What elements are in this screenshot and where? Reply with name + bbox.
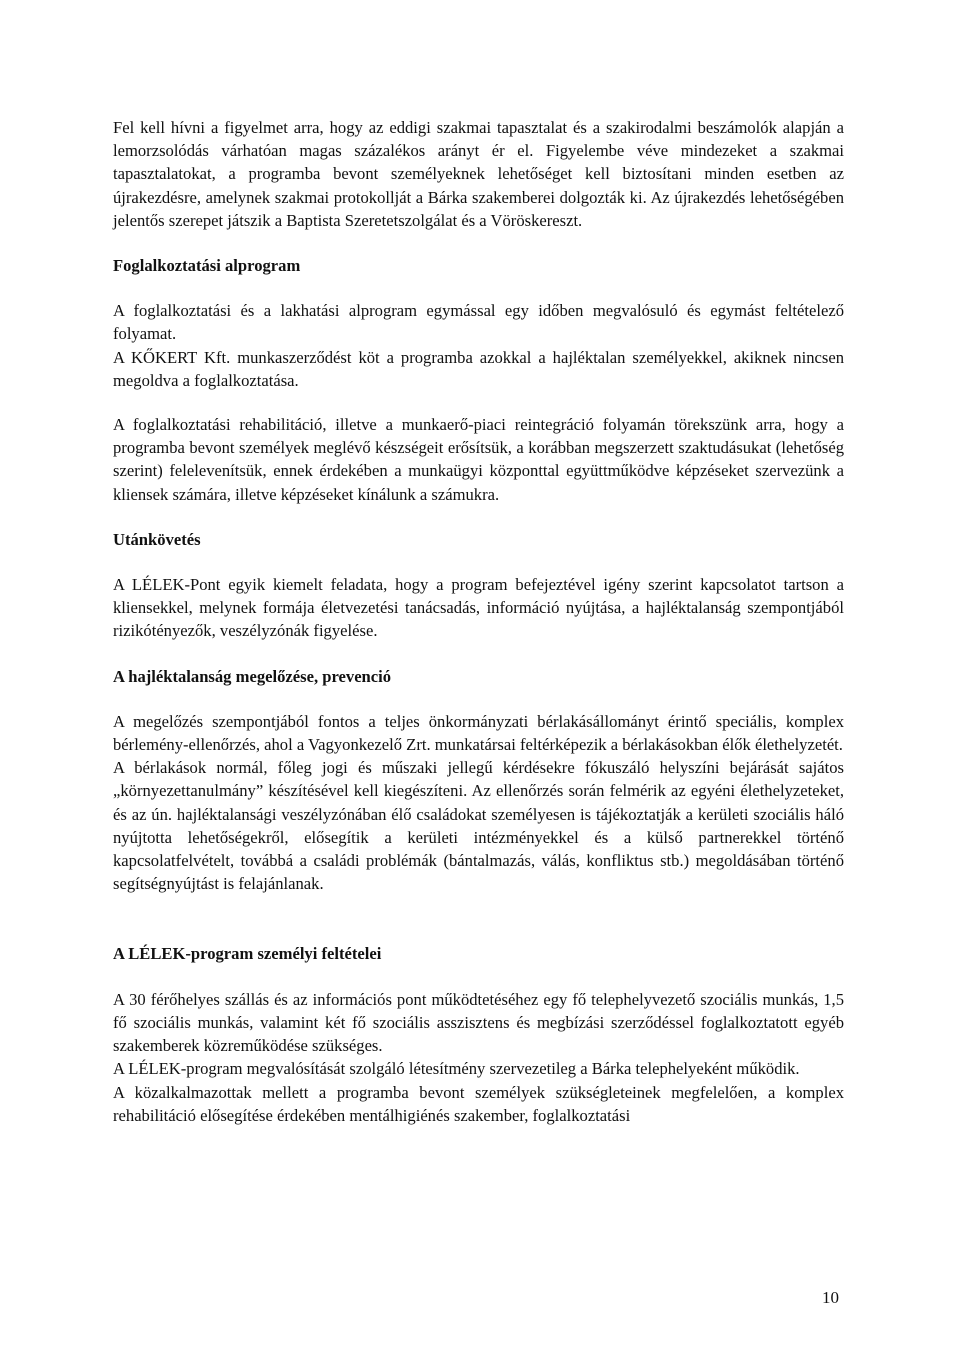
employment-paragraph-2: A KŐKERT Kft. munkaszerződést köt a programba azokkal a hajléktalan személyekkel, akiknek nincsen megoldva a foglalkoztatása. <box>113 347 844 390</box>
personnel-paragraph-2: A LÉLEK-program megvalósítását szolgáló létesítmény szervezetileg a Bárka telephelyeként működik. <box>113 1059 800 1079</box>
intro-paragraph: Fel kell hívni a figyelmet arra, hogy az eddigi szakmai tapasztalat és a szakirodalmi beszámolók alapján a lemorzsolódás várhatóan magas százalékos arányt ér el. Figyelembe véve mindezeket a szakmai tapasztalatokat, a programba bevont személyeknek lehetőséget kell biztosítani minden esetben az újrakezdésre, amelynek szakmai protokollját a Bárka szakemberei dolgozták ki. Az újrakezdés lehetőségében jelentős szerepet játszik a Baptista Szeretetszolgálat és a Vöröskereszt. <box>113 118 844 230</box>
section-heading-personnel: A LÉLEK-program személyi feltételei <box>113 944 382 964</box>
section-heading-employment: Foglalkoztatási alprogram <box>113 256 301 276</box>
personnel-paragraph-1: A 30 férőhelyes szállás és az információs pont működtetéséhez egy fő telephelyvezető szociális munkás, 1,5 fő szociális munkás, valamint két fő szociális asszisztens és megbízási szerződéssel foglalkoztatott egyéb szakemberek közreműködése szükséges. <box>113 989 844 1056</box>
section-heading-prevention: A hajléktalanság megelőzése, prevenció <box>113 666 392 686</box>
personnel-paragraph-3: A közalkalmazottak mellett a programba bevont személyek szükségleteinek megfelelően, a komplex rehabilitáció elősegítése érdekében mentálhigiénés szakember, foglalkoztatási <box>113 1082 844 1125</box>
prevention-paragraph-2: A bérlakások normál, főleg jogi és műszaki jellegű kérdésekre fókuszáló helyszíni bejárását sajátos „környezettanulmány” készítésével kell kiegészíteni. Az ellenőrzés során felmérik az egyéni élethelyzeteket, és az ún. hajléktalansági veszélyzónában élő családokat személyesen is tájékoztatják a kerületi szociális háló nyújtotta lehetőségekről, elősegítik a kerületi intézményekkel és a külső partnerekkel történő kapcsolatfelvételt, továbbá a családi problémák (bántalmazás, válás, konfliktus stb.) megoldásában történő segítségnyújtást is felajánlanak. <box>113 758 844 894</box>
section-heading-followup: Utánkövetés <box>113 529 201 549</box>
employment-paragraph-1: A foglalkoztatási és a lakhatási alprogram egymással egy időben megvalósuló és egymást feltételező folyamat. <box>113 301 844 344</box>
employment-paragraph-3: A foglalkoztatási rehabilitáció, illetve a munkaerő-piaci reintegráció folyamán törekszünk arra, hogy a programba bevont személyek meglévő készségeit erősítsük, a korábban megszerzett szaktudásukat (lehetőség szerint) felelevenítsük, ennek érdekében a munkaügyi központtal együttműködve képzéseket szervezünk a kliensek számára, illetve képzéseket kínálunk a számukra. <box>113 415 844 504</box>
followup-paragraph-1: A LÉLEK-Pont egyik kiemelt feladata, hogy a program befejeztével igény szerint kapcsolatot tartson a kliensekkel, melynek formája életvezetési tanácsadás, információ nyújtása, a hajléktalanság szempontjából rizikótényezők, veszélyzónák figyelése. <box>113 575 844 641</box>
document-page <box>113 116 844 1127</box>
page-number: 10 <box>822 1288 839 1307</box>
prevention-paragraph-1: A megelőzés szempontjából fontos a teljes önkormányzati bérlakásállományt érintő speciális, komplex bérlemény-ellenőrzés, ahol a Vagyonkezelő Zrt. munkatársai feltérképezik a bérlakásokban élők élethelyzetét. <box>113 711 844 755</box>
